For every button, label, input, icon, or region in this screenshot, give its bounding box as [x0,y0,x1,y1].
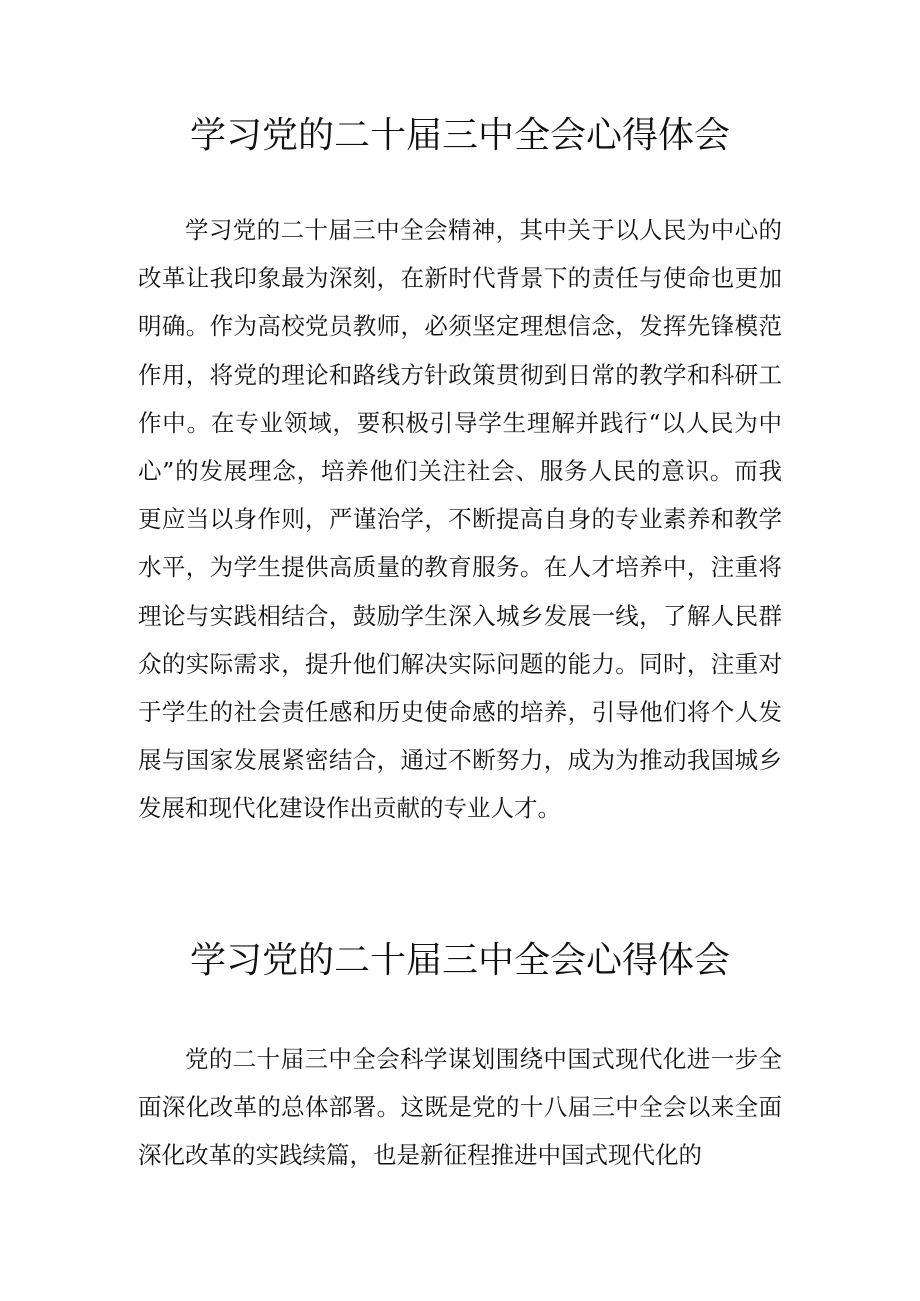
article-title-1: 学习党的二十届三中全会心得体会 [189,115,730,156]
article-section-1 [138,108,782,833]
article-section-2 [138,933,782,1180]
article-paragraph-1: 学习党的二十届三中全会精神，其中关于以人民为中心的改革让我印象最为深刻，在新时代背景下的责任与使命也更加明确。作为高校党员教师，必须坚定理想信念，发挥先锋模范作用，将党的理论和路线方针政策贯彻到日常的教学和科研工作中。在专业领域，要积极引导学生理解并践行“以人民为中心”的发展理念，培养他们关注社会、服务人民的意识。而我更应当以身作则，严谨治学，不断提高自身的专业素养和教学水平，为学生提供高质量的教育服务。在人才培养中，注重将理论与实践相结合，鼓励学生深入城乡发展一线，了解人民群众的实际需求，提升他们解决实际问题的能力。同时，注重对于学生的社会责任感和历史使命感的培养，引导他们将个人发展与国家发展紧密结合，通过不断努力，成为为推动我国城乡发展和现代化建设作出贡献的专业人才。 [138,216,782,823]
article-paragraph-2: 党的二十届三中全会科学谋划围绕中国式现代化进一步全面深化改革的总体部署。这既是党的十八届三中全会以来全面深化改革的实践续篇，也是新征程推进中国式现代化的 [138,1045,782,1170]
article-title-2: 学习党的二十届三中全会心得体会 [189,940,730,981]
